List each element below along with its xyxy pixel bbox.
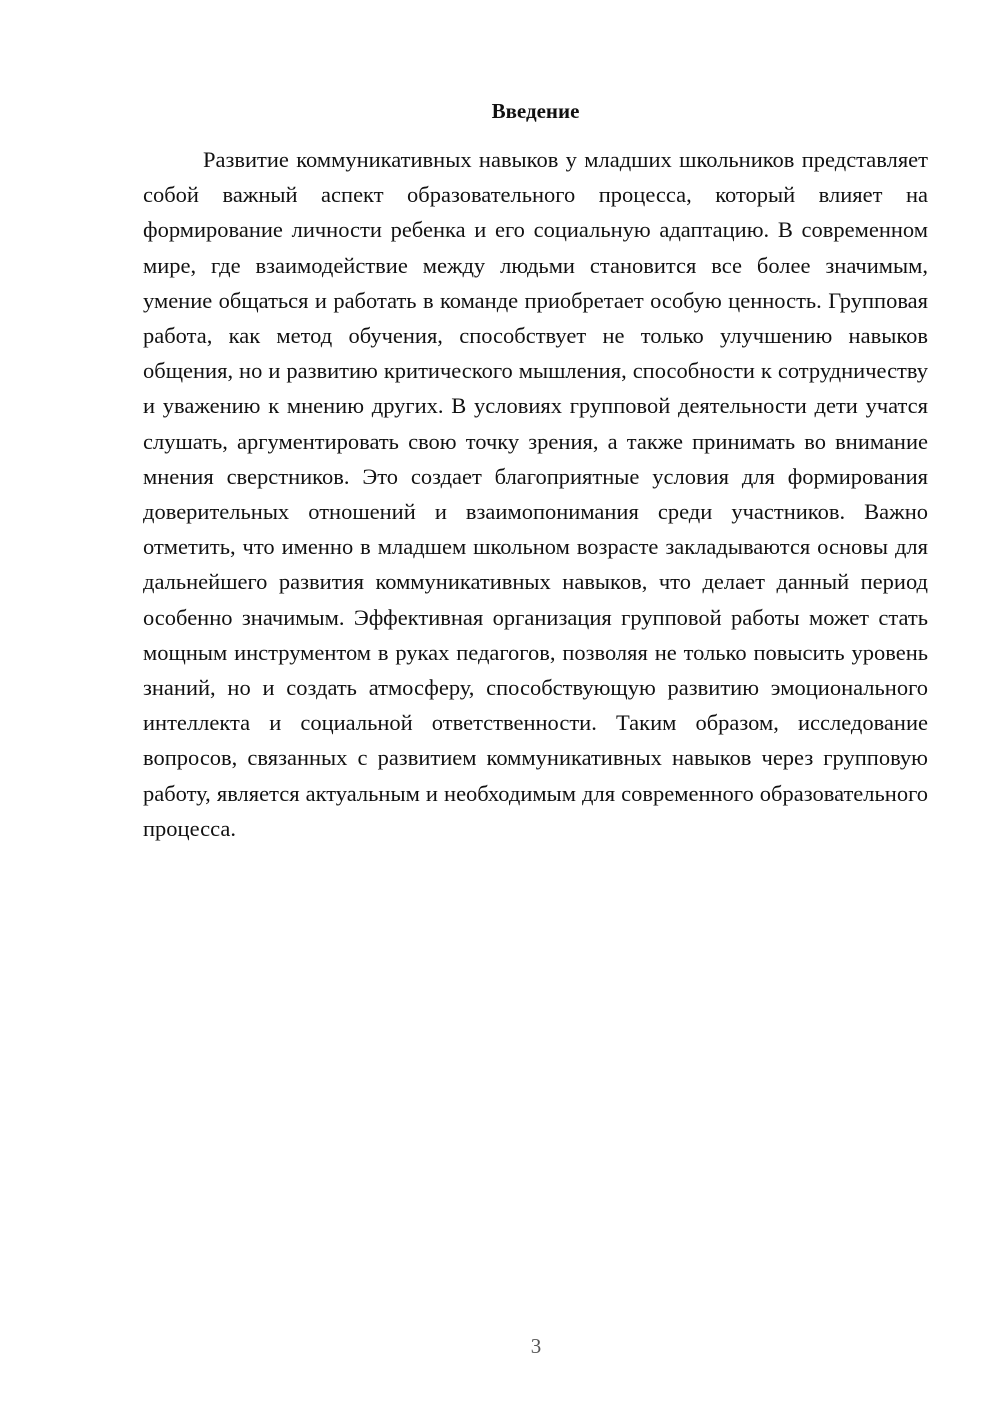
section-title: Введение: [491, 99, 580, 123]
body-paragraph: Развитие коммуникативных навыков у младших школьников представляет собой важный аспект образовательного процесса, который влияет на формирование личности ребенка и его социальную адаптацию. В современном мире, где взаимодействие между людьми становится все более значимым, умение общаться и работать в команде приобретает особую ценность. Групповая работа, как метод обучения, способствует не только улучшению навыков общения, но и развитию критического мышления, способности к сотрудничеству и уважению к мнению других. В условиях групповой деятельности дети учатся слушать, аргументировать свою точку зрения, а также принимать во внимание мнения сверстников. Это создает благоприятные условия для формирования доверительных отношений и взаимопонимания среди участников. Важно отметить, что именно в младшем школьном возрасте закладываются основы для дальнейшего развития коммуникативных навыков, что делает данный период особенно значимым. Эффективная организация групповой работы может стать мощным инструментом в руках педагогов, позволяя не только повысить уровень знаний, но и создать атмосферу, способствующую развитию эмоционального интеллекта и социальной ответственности. Таким образом, исследование вопросов, связанных с развитием коммуникативных навыков через групповую работу, является актуальным и необходимым для современного образовательного процесса.: [143, 147, 928, 841]
page-number: 3: [530, 1334, 542, 1358]
